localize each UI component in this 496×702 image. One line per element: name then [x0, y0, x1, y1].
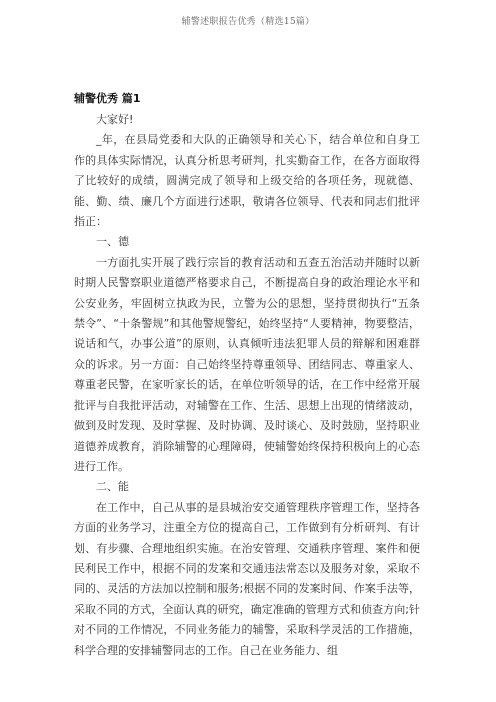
subheading-neng: 二、能	[96, 480, 129, 494]
subheading-de: 一、德	[96, 235, 129, 249]
section-heading: 辅警优秀 篇1	[74, 92, 141, 105]
document-title: 辅警述职报告优秀（精选15篇）	[181, 17, 315, 27]
neng-paragraph: 在工作中，自己从事的是县城治安交通管理秩序管理工作，坚持各方面的业务学习，注重全方位的提高自己，工作做到有分析研判、有计划、有步骤、合理地组织实施。在治安管理、交通秩序管理、案件和便民利民工作中，根据不同的发案和交通违法常态以及服务对象，采取不同的、灵活的方法加以控制和服务;根据不同的发案时间、作案手法等，采取不同的方式，全面认真的研究，确定准确的管理方式和侦查方向;针对不同的工作情况，不同业务能力的辅警，采取科学灵活的工作措施，科学合理的安排辅警同志的工作。自己在业务能力、组	[74, 500, 420, 657]
greeting-paragraph: 大家好!	[96, 113, 134, 126]
de-paragraph: 一方面扎实开展了践行宗旨的教育活动和五查五治活动并随时以新时期人民警察职业道德严格要求自己，不断提高自身的政治理论水平和公安业务，牢固树立执政为民，立警为公的思想，坚持贯彻执行“五条禁令”、“十条警规”和其他警规警纪，始终坚持“人要精神，物要整洁，说话和气，办事公道”的原则，认真倾听违法犯罪人员的辩解和困难群众的诉求。另一方面：自己始终坚持尊重领导、团结同志、尊重家人、尊重老民警，在家听家长的话，在单位听领导的话，在工作中经常开展批评与自我批评活动，对辅警在工作、生活、思想上出现的情绪波动，做到及时发现、及时掌握、及时协调、及时谈心、及时鼓励，坚持职业道德养成教育，消除辅警的心理障碍，使辅警始终保持积极向上的心态进行工作。	[74, 255, 420, 473]
document-body	[74, 110, 420, 661]
intro-paragraph: _年，在县局党委和大队的正确领导和关心下，结合单位和自身工作的具体实际情况，认真分析思考研判，扎实勤奋工作，在各方面取得了比较好的成绩，圆满完成了领导和上级交给的各项任务，现就德、能、勤、绩、廉几个方面进行述职，敬请各位领导、代表和同志们批评指正：	[74, 133, 420, 229]
